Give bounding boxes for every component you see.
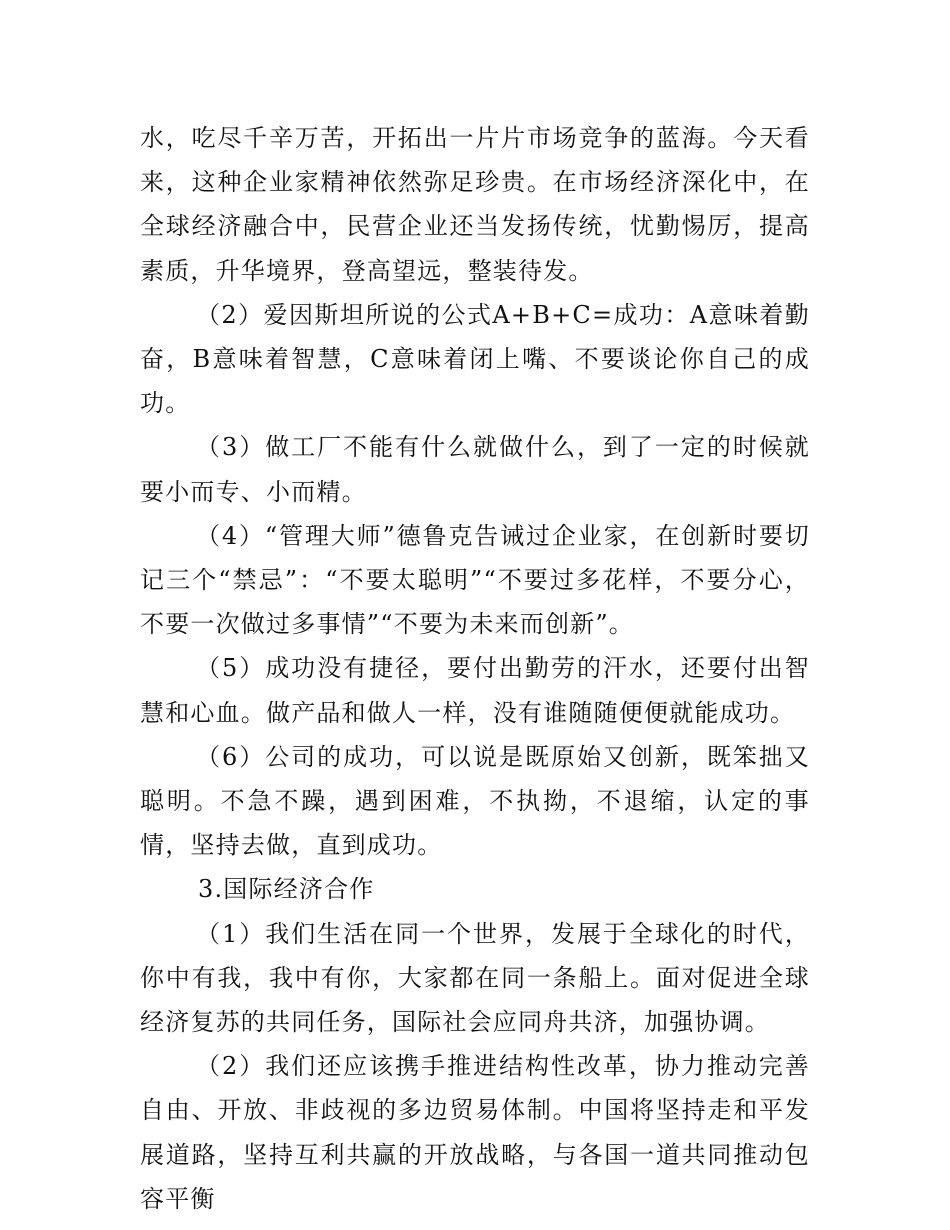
paragraph-item-5-success: （5）成功没有捷径，要付出勤劳的汗水，还要付出智慧和心血。做产品和做人一样，没有谁随随便便就能成功。	[140, 654, 810, 727]
section-heading-international-cooperation: 3.国际经济合作	[198, 875, 375, 904]
paragraph-continued: 水，吃尽千辛万苦，开拓出一片片市场竞争的蓝海。今天看来，这种企业家精神依然弥足珍贵。在市场经济深化中，在全球经济融合中，民营企业还当发扬传统，忧勤惕厉，提高素质，升华境界，登高望远，整装待发。	[140, 124, 810, 285]
paragraph-section3-item-1: （1）我们生活在同一个世界，发展于全球化的时代，你中有我，我中有你，大家都在同一条船上。面对促进全球经济复苏的共同任务，国际社会应同舟共济，加强协调。	[140, 919, 810, 1037]
paragraph-item-3-factory: （3）做工厂不能有什么就做什么，到了一定的时候就要小而专、小而精。	[140, 433, 810, 506]
paragraph-item-4-drucker: （4）“管理大师”德鲁克告诫过企业家，在创新时要切记三个“禁忌”：“不要太聪明”“不要过多花样，不要分心，不要一次做过多事情”“不要为未来而创新”。	[140, 521, 810, 639]
paragraph-section3-item-2: （2）我们还应该携手推进结构性改革，协力推动完善自由、开放、非歧视的多边贸易体制。中国将坚持走和平发展道路，坚持互利共赢的开放战略，与各国一道共同推动包容平衡	[140, 1052, 810, 1213]
paragraph-item-2-einstein: （2）爱因斯坦所说的公式A+B+C=成功：A意味着勤奋，B意味着智慧，C意味着闭上嘴、不要谈论你自己的成功。	[140, 300, 810, 418]
paragraph-item-6-company: （6）公司的成功，可以说是既原始又创新，既笨拙又聪明。不急不躁，遇到困难，不执拗，不退缩，认定的事情，坚持去做，直到成功。	[140, 742, 810, 860]
document-body	[140, 116, 810, 1221]
